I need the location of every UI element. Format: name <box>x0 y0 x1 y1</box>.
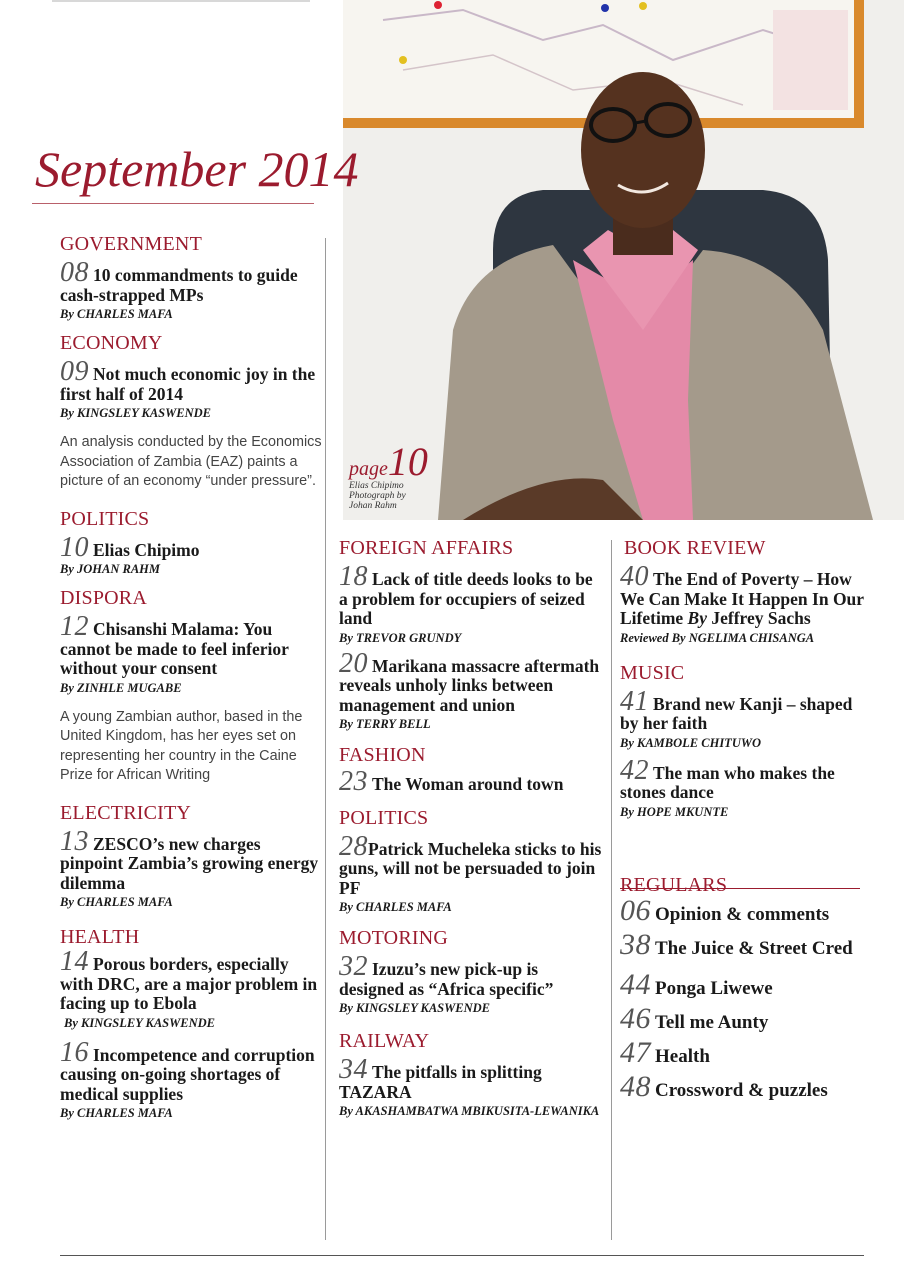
toc-item[interactable] <box>620 685 870 751</box>
caption-page-number: 10 <box>387 439 428 484</box>
regular-title: Opinion & comments <box>655 903 830 925</box>
regular-item[interactable] <box>620 893 870 927</box>
toc-item[interactable] <box>339 561 603 646</box>
article-title: Patrick Mucheleka sticks to his guns, will not be persuaded to join PF <box>339 838 602 898</box>
byline: By CHARLES MAFA <box>60 895 173 909</box>
byline: By CHARLES MAFA <box>60 1106 173 1120</box>
page-number: 38 <box>620 927 651 961</box>
byline: Reviewed By NGELIMA CHISANGA <box>620 630 815 645</box>
section-heading: HEALTH <box>60 926 140 948</box>
toc-item[interactable] <box>60 611 322 786</box>
regular-item[interactable] <box>620 967 870 1001</box>
caption-line: Johan Rahm <box>349 501 397 511</box>
article-title: The pitfalls in splitting TAZARA <box>339 1062 542 1102</box>
regular-item[interactable] <box>620 1001 870 1035</box>
toc-item[interactable] <box>339 647 603 733</box>
regular-item[interactable] <box>620 1035 870 1069</box>
byline: By CHARLES MAFA <box>60 307 173 321</box>
article-title: Chisanshi Malama: You cannot be made to feel inferior without your consent <box>60 619 289 678</box>
article-title: The man who makes the stones dance <box>620 762 835 802</box>
left-column <box>60 233 322 1121</box>
regular-title: Health <box>655 1045 710 1067</box>
section-heading: FOREIGN AFFAIRS <box>339 537 514 559</box>
caption-page-word: page <box>349 458 388 480</box>
photo-caption <box>349 438 469 511</box>
toc-item[interactable] <box>60 531 322 578</box>
page-number: 16 <box>60 1036 89 1068</box>
article-title: Elias Chipimo <box>93 539 200 560</box>
page-number: 32 <box>339 951 368 982</box>
byline: By AKASHAMBATWA MBIKUSITA-LEWANIKA <box>339 1104 600 1118</box>
toc-item[interactable] <box>620 561 870 646</box>
page-number: 44 <box>620 967 651 1001</box>
byline: By TERRY BELL <box>339 717 431 731</box>
page-number: 28 <box>339 830 368 862</box>
page-number: 13 <box>60 825 89 857</box>
page-number: 12 <box>60 611 89 642</box>
byline: By KINGSLEY KASWENDE <box>64 1015 215 1030</box>
regular-title: Tell me Aunty <box>655 1011 769 1033</box>
regular-title: The Juice & Street Cred <box>655 937 853 959</box>
title-rule <box>32 203 314 204</box>
regular-title: Ponga Liwewe <box>655 977 773 999</box>
right-column <box>620 537 870 1102</box>
toc-item[interactable] <box>620 754 870 820</box>
article-title: The Woman around town <box>372 774 564 794</box>
page-title: September 2014 <box>35 141 359 197</box>
page-number: 06 <box>620 893 651 927</box>
byline: By JOHAN RAHM <box>60 562 161 576</box>
toc-item[interactable] <box>339 951 603 1016</box>
bottom-rule <box>60 1255 864 1256</box>
cover-photo <box>343 0 904 520</box>
section-heading: ELECTRICITY <box>60 801 192 824</box>
section-heading: RAILWAY <box>339 1030 430 1052</box>
page-number: 18 <box>339 561 368 592</box>
page-number: 09 <box>60 356 89 387</box>
article-title: Incompetence and corruption causing on-going shortages of medical supplies <box>60 1044 315 1104</box>
byline: By KINGSLEY KASWENDE <box>339 1001 490 1015</box>
section-heading: POLITICS <box>339 806 429 829</box>
page-number: 08 <box>60 257 89 288</box>
page-number: 41 <box>620 685 649 717</box>
by-label: By <box>687 608 707 628</box>
column-divider <box>325 238 326 1240</box>
article-summary: An analysis conducted by the Economics Association of Zambia (EAZ) paints a picture of an economy “under pressure”. <box>60 434 322 489</box>
page-number: 46 <box>620 1001 651 1035</box>
byline: By ZINHLE MUGABE <box>60 680 182 695</box>
section-heading: ECONOMY <box>60 332 163 354</box>
section-heading: MUSIC <box>620 661 685 684</box>
middle-column <box>339 537 603 1119</box>
page-number: 14 <box>60 946 89 977</box>
article-title: Not much economic joy in the first half of 2014 <box>60 364 316 404</box>
article-title: Izuzu’s new pick-up is designed as “Africa specific” <box>339 959 554 999</box>
section-heading: DISPORA <box>60 587 147 609</box>
page-number: 34 <box>339 1054 368 1085</box>
section-heading: REGULARS <box>620 873 728 896</box>
regular-title: Crossword & puzzles <box>655 1079 828 1101</box>
article-title: ZESCO’s new charges pinpoint Zambia’s growing energy dilemma <box>60 833 319 893</box>
section-heading: FASHION <box>339 744 426 766</box>
regular-item[interactable] <box>620 1069 870 1103</box>
article-title: The End of Poverty – How We Can Make It Happen In Our Lifetime <box>620 569 864 628</box>
page-number: 23 <box>339 766 368 797</box>
toc-item[interactable] <box>339 766 603 797</box>
page-number: 48 <box>620 1069 651 1103</box>
caption-line: Photograph by <box>349 491 406 501</box>
section-heading: GOVERNMENT <box>60 233 202 255</box>
section-heading: BOOK REVIEW <box>624 537 766 559</box>
toc-item[interactable] <box>60 356 322 492</box>
article-title: 10 commandments to guide cash-strapped MPs <box>60 265 298 305</box>
section-heading: MOTORING <box>339 927 449 949</box>
book-author: Jeffrey Sachs <box>711 608 811 628</box>
page-number: 40 <box>620 561 649 592</box>
toc-item[interactable] <box>339 1054 603 1119</box>
regulars-list <box>620 893 870 1103</box>
column-divider <box>611 540 612 1240</box>
toc-item[interactable] <box>60 257 322 322</box>
toc-item[interactable] <box>60 825 322 911</box>
byline: By KAMBOLE CHITUWO <box>620 735 761 750</box>
page-number: 20 <box>339 647 368 679</box>
toc-item[interactable] <box>60 946 322 1031</box>
page-number: 42 <box>620 754 649 786</box>
article-title: Lack of title deeds looks to be a problem for occupiers of seized land <box>339 569 593 628</box>
page-number: 10 <box>60 531 89 563</box>
article-summary: A young Zambian author, based in the United Kingdom, has her eyes set on representing her country in the Caine Prize for African Writing <box>60 708 303 783</box>
byline: By TREVOR GRUNDY <box>339 630 462 645</box>
article-title: Brand new Kanji – shaped by her faith <box>620 693 853 733</box>
article-title: Porous borders, especially with DRC, are a major problem in facing up to Ebola <box>60 954 318 1013</box>
toc-item[interactable] <box>60 1036 322 1122</box>
regular-item[interactable] <box>620 927 870 961</box>
caption-line: Elias Chipimo <box>349 481 404 491</box>
top-rule <box>52 0 310 2</box>
page-number: 47 <box>620 1035 651 1069</box>
byline: By CHARLES MAFA <box>339 900 452 914</box>
byline: By HOPE MKUNTE <box>620 804 729 819</box>
byline: By KINGSLEY KASWENDE <box>60 406 211 420</box>
section-heading: POLITICS <box>60 507 150 530</box>
toc-item[interactable] <box>339 830 603 916</box>
article-title: Marikana massacre aftermath reveals unholy links between management and union <box>339 655 600 715</box>
